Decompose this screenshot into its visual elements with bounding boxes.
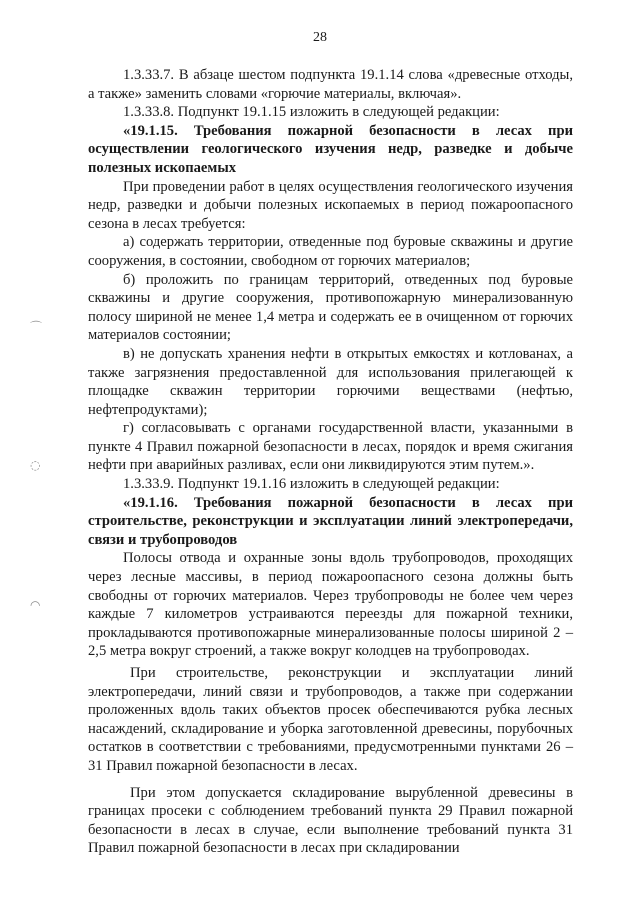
section-heading-19-1-15: «19.1.15. Требования пожарной безопасности в лесах при осуществлении геологического изучения недр, разведке и добыче полезных ископаемых [88, 122, 573, 176]
paragraph-storage: При этом допускается складирование вырубленной древесины в границах просеки с соблюдением требований пункта 29 Правил пожарной безопасности в лесах в случае, если выполнение требований пункта 31 Правил пожарной безопасности в лесах при складировании [88, 784, 573, 857]
paragraph-pipelines: Полосы отвода и охранные зоны вдоль трубопроводов, проходящих через лесные массивы, в период пожароопасного сезона должны быть свободны от горючих материалов. Через трубопроводы не более чем через каждые 7 километров устраиваются переезды для пожарной техники, прокладываются противопожарные минерализованные полосы шириной 2 – 2,5 метра вокруг строений, а также вокруг колодцев на трубопроводах. [88, 550, 573, 660]
document-body [88, 66, 573, 858]
punch-hole-mark: ⌒ [30, 320, 43, 334]
page-number: 28 [313, 30, 327, 45]
list-item-v: в) не допускать хранения нефти в открытых емкостях и котлованах, а также загрязнения предоставленной для использования прилегающей к площадке скважин территории горючими веществами (нефтью, нефтепродуктами); [88, 345, 573, 418]
paragraph-amendment-1-3-33-9: 1.3.33.9. Подпункт 19.1.16 изложить в следующей редакции: [123, 476, 500, 493]
punch-hole-mark: ◌ [30, 458, 41, 472]
paragraph-construction: При строительстве, реконструкции и эксплуатации линий электропередачи, линий связи и трубопроводов, а также при содержании проложенных вдоль таких объектов просек обеспечиваются рубка лесных насаждений, складирование и уборка заготовленной древесины, порубочных остатков в соответствии с требованиями, предусмотренными пунктами 26 – 31 Правил пожарной безопасности в лесах. [88, 665, 573, 774]
paragraph-amendment-1-3-33-7: 1.3.33.7. В абзаце шестом подпункта 19.1.14 слова «древесные отходы, а также» заменить словами «горючие материалы, включая». [88, 67, 573, 102]
paragraph-amendment-1-3-33-8: 1.3.33.8. Подпункт 19.1.15 изложить в следующей редакции: [123, 104, 500, 121]
punch-hole-mark: ◠ [30, 598, 41, 612]
section-heading-19-1-16: «19.1.16. Требования пожарной безопасности в лесах при строительстве, реконструкции и эксплуатации линий электропередачи, связи и трубопроводов [88, 494, 573, 548]
paragraph-intro: При проведении работ в целях осуществления геологического изучения недр, разведки и добычи полезных ископаемых в период пожароопасного сезона в лесах требуется: [88, 178, 573, 232]
list-item-a: а) содержать территории, отведенные под буровые скважины и другие сооружения, в состоянии, свободном от горючих материалов; [88, 234, 573, 269]
list-item-b: б) проложить по границам территорий, отведенных под буровые скважины и другие сооружения, противопожарную минерализованную полосу шириной не менее 1,4 метра и содержать ее в очищенном от горючих материалов состоянии; [88, 271, 573, 344]
list-item-g: г) согласовывать с органами государственной власти, указанными в пункте 4 Правил пожарной безопасности в лесах, порядок и время сжигания нефти при аварийных разливах, если они ликвидируются этим путем.». [88, 420, 573, 474]
